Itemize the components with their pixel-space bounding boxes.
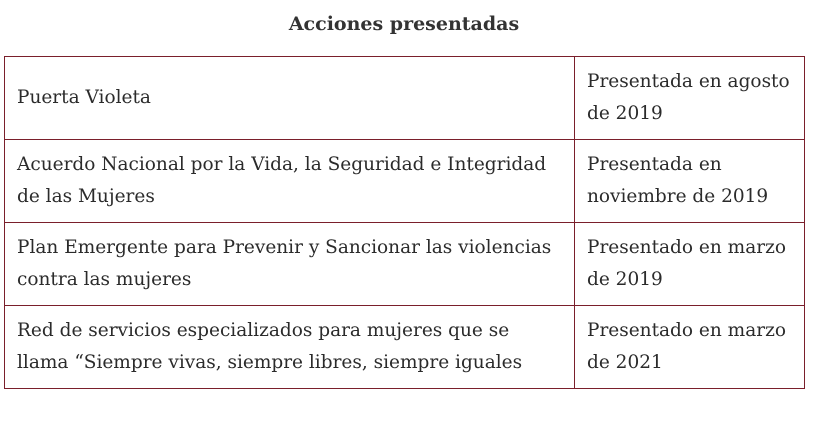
action-cell: Acuerdo Nacional por la Vida, la Seguridad e Integridad de las Mujeres — [5, 140, 575, 223]
table-title: Acciones presentadas — [288, 13, 520, 35]
date-cell: Presentado en marzo de 2019 — [575, 223, 805, 306]
date-cell: Presentada en agosto de 2019 — [575, 57, 805, 140]
action-cell: Red de servicios especializados para mujeres que se llama “Siempre vivas, siempre libres, siempre iguales — [5, 306, 575, 389]
actions-table — [4, 56, 805, 389]
table-row — [5, 223, 805, 306]
table-row — [5, 306, 805, 389]
action-cell: Puerta Violeta — [5, 57, 575, 140]
table-row — [5, 57, 805, 140]
table-row — [5, 140, 805, 223]
action-cell: Plan Emergente para Prevenir y Sancionar las violencias contra las mujeres — [5, 223, 575, 306]
date-cell: Presentado en marzo de 2021 — [575, 306, 805, 389]
date-cell: Presentada en noviembre de 2019 — [575, 140, 805, 223]
